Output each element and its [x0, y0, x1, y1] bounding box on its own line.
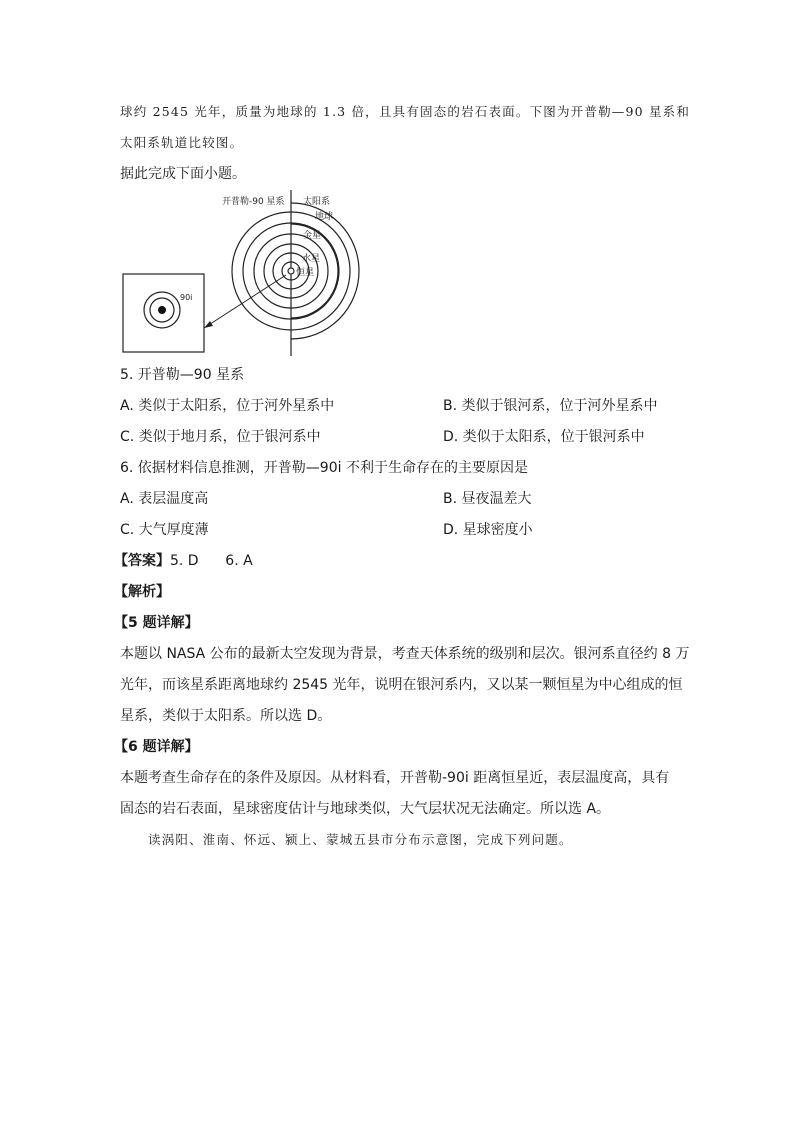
q5-option-b: B. 类似于银河系，位于河外星系中 [443, 398, 658, 414]
intro-line-2: 太阳系轨道比较图。 [120, 135, 244, 150]
q5-stem: 5. 开普勒—90 星系 [120, 367, 245, 383]
label-solar-system: 太阳系 [303, 197, 331, 207]
answer-label: 【答案】 [114, 553, 170, 569]
detail5-line-1: 本题以 NASA 公布的最新太空发现为背景，考查天体系统的级别和层次。银河系直径约 8 万 [120, 646, 690, 662]
next-question-intro: 读涡阳、淮南、怀远、颍上、蒙城五县市分布示意图，完成下列问题。 [148, 832, 573, 847]
inset-star [158, 306, 166, 314]
q6-option-a: A. 表层温度高 [120, 491, 209, 507]
intro-line-1: 球约 2545 光年，质量为地球的 1.3 倍，且具有固态的岩石表面。下图为开普勒—90 星系和 [120, 104, 691, 119]
label-90i: 90i [180, 293, 193, 302]
orbit-comparison-figure [118, 190, 368, 358]
detail5-line-2: 光年，而该星系距离地球约 2545 光年，说明在银河系内，又以某一颗恒星为中心组成的恒 [120, 677, 683, 693]
label-kepler-system: 开普勒-90 星系 [222, 197, 285, 207]
q5-option-d: D. 类似于太阳系，位于银河系中 [443, 429, 645, 445]
detail6-heading: 【6 题详解】 [114, 739, 199, 755]
analysis-label: 【解析】 [114, 584, 170, 600]
detail6-line-1: 本题考查生命存在的条件及原因。从材料看，开普勒-90i 距离恒星近，表层温度高，具有 [120, 770, 670, 786]
label-venus: 金星 [303, 231, 322, 241]
star-marker [288, 268, 294, 274]
q6-option-c: C. 大气厚度薄 [120, 522, 209, 538]
q6-option-b: B. 昼夜温差大 [443, 491, 532, 507]
detail5-line-3: 星系，类似于太阳系。所以选 D。 [120, 708, 332, 724]
detail6-line-2: 固态的岩石表面，星球密度估计与地球类似，大气层状况无法确定。所以选 A。 [120, 801, 611, 817]
answer-value: 5. D 6. A [170, 553, 253, 569]
label-mercury: 水星 [302, 254, 321, 264]
label-earth: 地球 [315, 212, 334, 222]
answer-row [114, 551, 253, 571]
intro-line-3: 据此完成下面小题。 [120, 166, 246, 182]
pointer-arrowhead [204, 321, 213, 328]
label-star: 恒星 [296, 268, 315, 278]
detail5-heading: 【5 题详解】 [114, 615, 199, 631]
q5-option-a: A. 类似于太阳系，位于河外星系中 [120, 398, 335, 414]
q6-option-d: D. 星球密度小 [443, 522, 533, 538]
q6-stem: 6. 依据材料信息推测，开普勒—90i 不利于生命存在的主要原因是 [120, 460, 528, 476]
q5-option-c: C. 类似于地月系，位于银河系中 [120, 429, 321, 445]
